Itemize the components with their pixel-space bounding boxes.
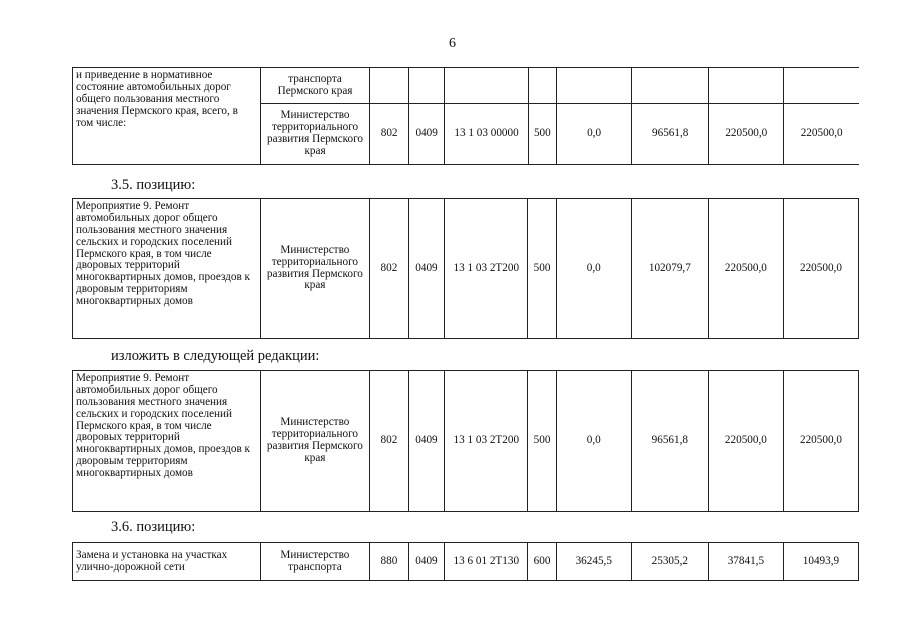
- budget-table-continuation: [72, 67, 859, 165]
- table-cell-ministry: транспорта Пермского края: [260, 68, 370, 104]
- table-cell-description: Замена и установка на участках улично-дорожной сети: [73, 543, 261, 581]
- table-cell-value-1: 0,0: [556, 371, 631, 512]
- budget-table-street-network: [72, 542, 859, 581]
- table-cell-csr: 13 1 03 2Т200: [445, 199, 528, 339]
- table-cell-ministry: Министерство транспорта: [260, 543, 370, 581]
- table-cell-vr: 500: [528, 104, 556, 165]
- table-cell-ministry: Министерство территориального развития Пермского края: [260, 104, 370, 165]
- table-cell-empty: [370, 68, 409, 104]
- table-cell-empty: [445, 68, 528, 104]
- table-cell-value-1: 0,0: [557, 104, 632, 165]
- table-cell-razdel: 0409: [408, 543, 445, 581]
- table-cell-csr: 13 1 03 2Т200: [445, 371, 528, 512]
- section-heading-new-edition: изложить в следующей редакции:: [111, 348, 320, 364]
- table-cell-description: Мероприятие 9. Ремонт автомобильных дорог общего пользования местного значения сельских и городских поселений Пермского края, в том числе дворовых территорий многоквартирных домов, проездов к дворовым территориям многоквартирных домов: [73, 371, 261, 512]
- table-cell-glava: 880: [370, 543, 409, 581]
- table-cell-glava: 802: [370, 104, 409, 165]
- table-cell-csr: 13 1 03 00000: [445, 104, 528, 165]
- table-cell-csr: 13 6 01 2Т130: [445, 543, 528, 581]
- table-cell-value-2: 102079,7: [631, 199, 708, 339]
- table-cell-ministry: Министерство территориального развития Пермского края: [260, 199, 370, 339]
- section-heading-3-6: 3.6. позицию:: [111, 519, 196, 535]
- table-cell-empty: [632, 68, 709, 104]
- table-cell-value-2: 96561,8: [631, 371, 708, 512]
- table-cell-vr: 500: [528, 199, 556, 339]
- table-cell-ministry: Министерство территориального развития Пермского края: [260, 371, 370, 512]
- table-cell-glava: 802: [370, 371, 409, 512]
- table-cell-empty: [557, 68, 632, 104]
- table-cell-value-4: 220500,0: [783, 199, 858, 339]
- table-cell-empty: [528, 68, 556, 104]
- table-cell-value-3: 37841,5: [708, 543, 783, 581]
- table-cell-glava: 802: [370, 199, 409, 339]
- table-cell-empty: [408, 68, 445, 104]
- budget-table-old-position: [72, 198, 859, 339]
- table-cell-value-4: 220500,0: [783, 371, 858, 512]
- table-cell-description: и приведение в нормативное состояние автомобильных дорог общего пользования местного значения Пермского края, всего, в том числе:: [73, 68, 261, 165]
- table-cell-value-4: 10493,9: [783, 543, 858, 581]
- table-cell-value-3: 220500,0: [708, 371, 783, 512]
- table-cell-vr: 500: [528, 371, 556, 512]
- budget-table-new-position: [72, 370, 859, 512]
- section-heading-3-5: 3.5. позицию:: [111, 177, 196, 193]
- table-cell-value-3: 220500,0: [708, 199, 783, 339]
- table-cell-value-3: 220500,0: [709, 104, 784, 165]
- table-cell-razdel: 0409: [408, 371, 445, 512]
- table-cell-value-4: 220500,0: [784, 104, 859, 165]
- page-number: 6: [449, 36, 456, 51]
- table-cell-empty: [784, 68, 859, 104]
- table-cell-razdel: 0409: [408, 104, 445, 165]
- table-cell-razdel: 0409: [408, 199, 445, 339]
- table-cell-empty: [709, 68, 784, 104]
- table-cell-value-2: 96561,8: [632, 104, 709, 165]
- table-cell-value-1: 0,0: [556, 199, 631, 339]
- table-cell-description: Мероприятие 9. Ремонт автомобильных дорог общего пользования местного значения сельских и городских поселений Пермского края, в том числе дворовых территорий многоквартирных домов, проездов к дворовым территориям многоквартирных домов: [73, 199, 261, 339]
- table-cell-value-1: 36245,5: [556, 543, 631, 581]
- table-cell-vr: 600: [528, 543, 556, 581]
- table-cell-value-2: 25305,2: [631, 543, 708, 581]
